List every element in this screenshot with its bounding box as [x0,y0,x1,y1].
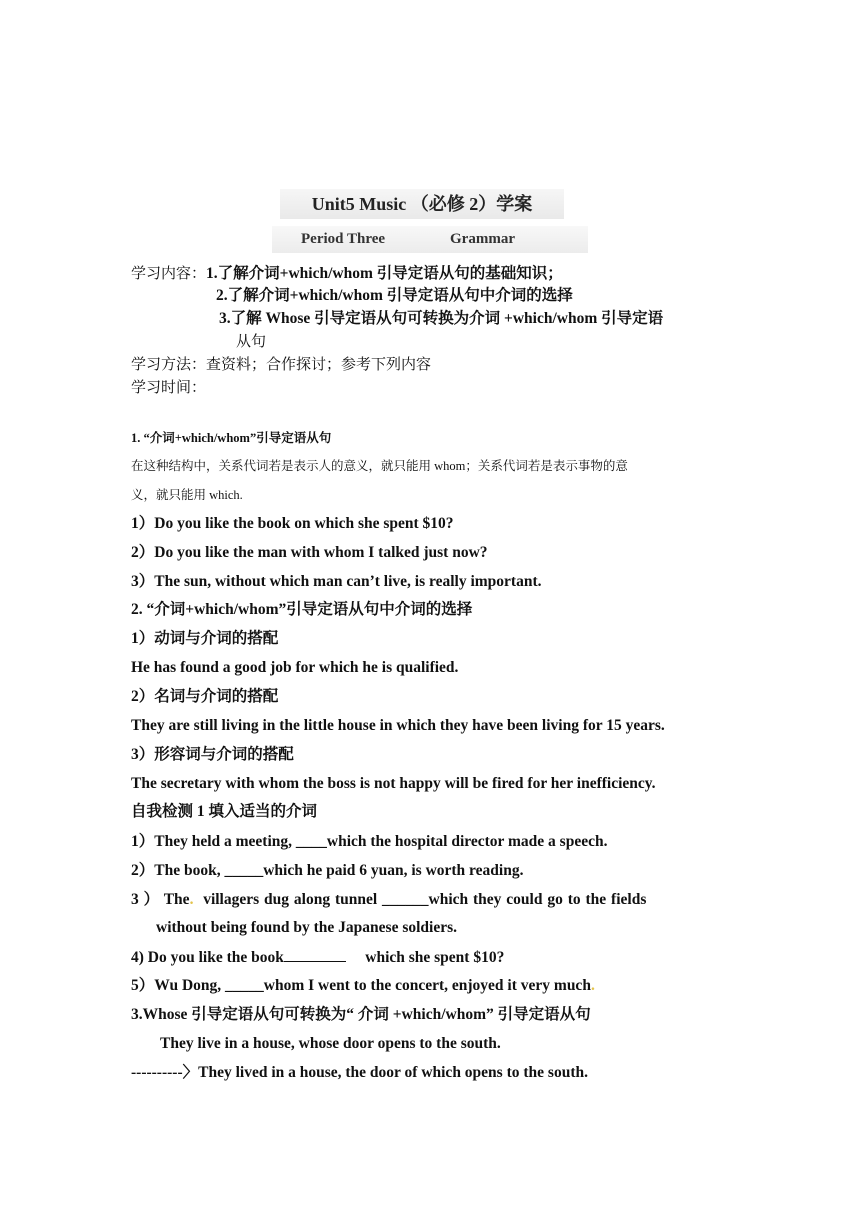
check-question-3 [131,890,646,910]
check-question-5 [131,976,595,996]
check-question-3-rest: villagers dug along tunnel ______which they could go to the fields [203,891,647,908]
mark-dot: . [590,977,595,994]
check-question-4-start: 4) Do you like the book [131,949,284,966]
check-heading: 自我检测 1 填入适当的介词 [131,803,318,820]
section3-example-2: ----------〉They lived in a house, the door of which opens to the south. [131,1064,588,1081]
section2-example-2: They are still living in the little house in which they have been living for 15 years. [131,717,665,734]
document-title: Unit5 Music （必修 2）学案 [280,189,564,219]
check-question-3-start: 3 ） The [131,891,190,908]
answer-blank [284,947,346,962]
content-line-1 [131,263,563,284]
study-method: 学习方法：查资料；合作探讨；参考下列内容 [131,355,432,373]
check-question-5-text: 5）Wu Dong, _____whom I went to the concert, enjoyed it very much [131,977,591,994]
section2-sub2: 2）名词与介词的搭配 [131,688,279,705]
section1-example-2: 2）Do you like the man with whom I talked just now? [131,544,488,561]
mark-dot: . [189,891,194,908]
section2-sub3: 3）形容词与介词的搭配 [131,746,294,763]
topic-label: Grammar [450,231,515,247]
section1-example-3: 3）The sun, without which man can’t live, is really important. [131,573,542,590]
section2-sub1: 1）动词与介词的搭配 [131,630,279,647]
section1-explain-1: 在这种结构中，关系代词若是表示人的意义，就只能用 whom；关系代词若是表示事物的意 [131,459,628,473]
study-time: 学习时间： [131,378,207,396]
check-question-4-end: which she spent $10? [365,949,505,966]
section2-heading: 2. “介词+which/whom”引导定语从句中介词的选择 [131,601,473,618]
check-question-2: 2）The book, _____which he paid 6 yuan, is worth reading. [131,862,524,879]
content-item-2: 2.了解介词+which/whom 引导定语从句中介词的选择 [216,287,573,304]
section2-example-1: He has found a good job for which he is qualified. [131,659,459,676]
section3-heading: 3.Whose 引导定语从句可转换为“ 介词 +which/whom” 引导定语从句 [131,1006,591,1023]
content-item-1: 1.了解介词+which/whom 引导定语从句的基础知识； [206,265,563,282]
section1-heading: 1. “介词+which/whom”引导定语从句 [131,431,332,445]
section2-example-3: The secretary with whom the boss is not happy will be fired for her inefficiency. [131,775,656,792]
content-label: 学习内容： [131,264,207,282]
section1-explain-2: 义，就只能用 which. [131,488,243,502]
check-question-4 [131,947,504,968]
document-subtitle [272,226,588,253]
check-question-1: 1）They held a meeting, ____which the hospital director made a speech. [131,833,608,850]
section3-example-1: They live in a house, whose door opens to the south. [160,1035,501,1052]
check-question-3-cont: without being found by the Japanese soldiers. [156,919,458,936]
content-item-3-cont: 从句 [236,332,267,350]
period-label: Period Three [301,231,386,247]
section1-example-1: 1）Do you like the book on which she spent $10? [131,515,454,532]
content-item-3: 3.了解 Whose 引导定语从句可转换为介词 +which/whom 引导定语 [219,310,664,327]
